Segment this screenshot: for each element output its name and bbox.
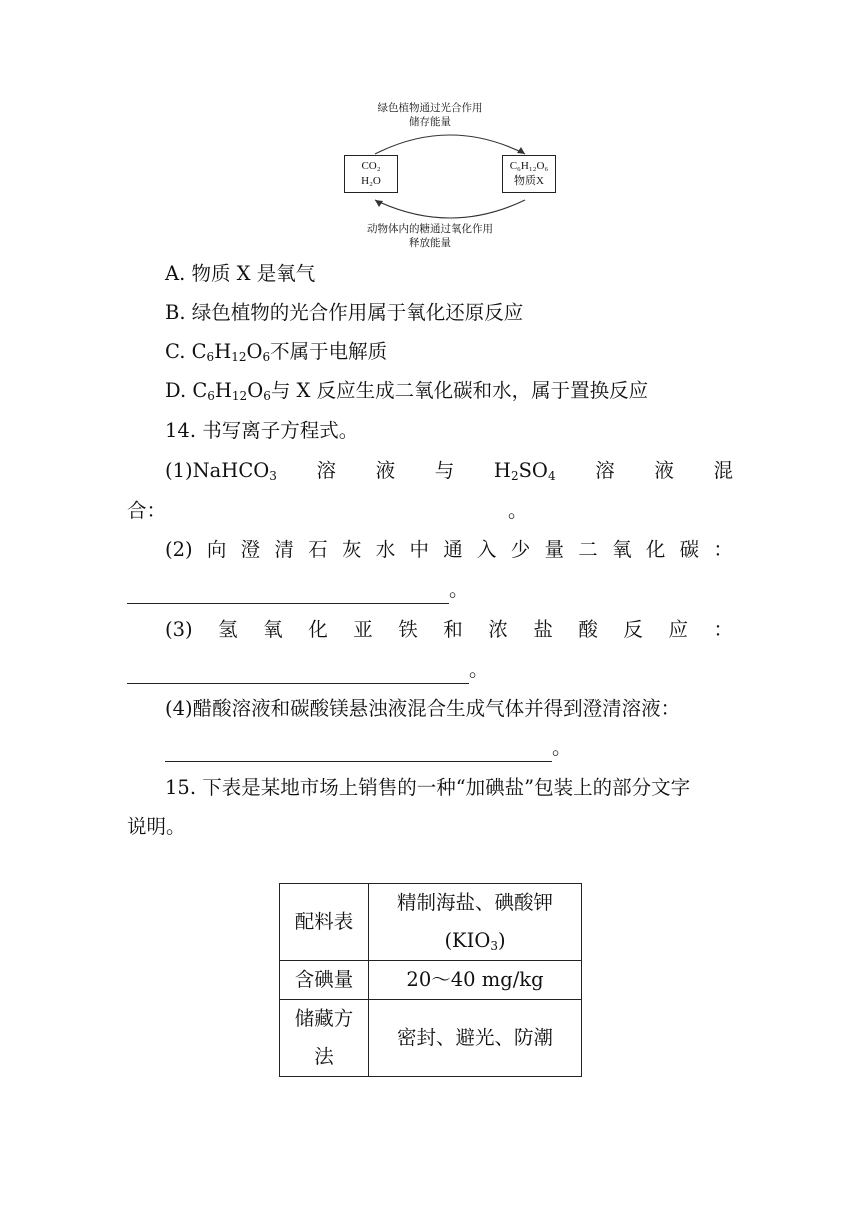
q14-part1 bbox=[165, 457, 733, 485]
q14-p3-char: 反 bbox=[623, 618, 643, 641]
q14-p2-char: 石 bbox=[308, 538, 328, 561]
q14-p3-char: 亚 bbox=[353, 618, 373, 641]
q14-p2-char: 澄 bbox=[240, 538, 261, 561]
q14-p2-char: ： bbox=[713, 538, 733, 561]
sub: 2 bbox=[510, 469, 519, 483]
table-cell-value bbox=[369, 884, 582, 961]
q14-part1-cont: 合： bbox=[127, 499, 167, 522]
sub: 6 bbox=[206, 350, 215, 364]
box-substance-x: 物质X bbox=[514, 175, 544, 187]
option-d-text: 与 X 反应生成二氧化碳和水，属于置换反应 bbox=[270, 379, 649, 402]
diagram-bottom-label bbox=[330, 222, 530, 250]
q14-p2-char: (2) bbox=[165, 538, 193, 561]
q14-p2-char: 碳 bbox=[679, 538, 700, 561]
sub: 12 bbox=[231, 389, 248, 403]
q14-p1-char: 液 bbox=[654, 459, 674, 482]
diagram-top-label-line2: 储存能量 bbox=[409, 116, 451, 128]
q14-part2-answer bbox=[127, 576, 469, 604]
q14-p1-char: 液 bbox=[375, 459, 396, 482]
q14-p3-char: 铁 bbox=[398, 618, 418, 641]
ingredient-line1: 精制海盐、碘酸钾 bbox=[396, 891, 553, 914]
iodized-salt-table bbox=[279, 883, 582, 1077]
table-row bbox=[280, 1000, 582, 1077]
sub: 3 bbox=[490, 939, 498, 953]
q14-part1-end: 。 bbox=[508, 499, 528, 522]
q14-part3 bbox=[165, 616, 733, 644]
q14-part4-answer bbox=[165, 734, 572, 762]
q14-p3-char: 氧 bbox=[263, 618, 283, 641]
q14-p2-char: 少 bbox=[510, 538, 531, 561]
q14-part2-end: 。 bbox=[449, 578, 469, 601]
box-glucose: C₆H₁₂O₆ bbox=[509, 160, 549, 172]
q14-p3-char: 和 bbox=[443, 618, 463, 641]
table-cell-label bbox=[280, 884, 369, 961]
q14-p1-nahco3 bbox=[165, 457, 277, 485]
box-h2o: H₂O bbox=[361, 175, 381, 187]
table-row bbox=[280, 961, 582, 1000]
q14-p1-char: 与 bbox=[434, 459, 455, 482]
q14-p2-char: 灰 bbox=[341, 538, 362, 561]
text: 含碘量 bbox=[294, 968, 354, 991]
q14-p2-char: 氧 bbox=[612, 538, 632, 561]
text: 密封、避光、防潮 bbox=[396, 1026, 553, 1049]
option-a: A. 物质 X 是氧气 bbox=[165, 262, 316, 285]
text: 配料表 bbox=[294, 910, 354, 933]
q14-p1-char: 溶 bbox=[316, 459, 337, 482]
q14-part2 bbox=[165, 536, 733, 564]
q14-p1-h2so4 bbox=[494, 457, 556, 485]
q14-p3-char: 盐 bbox=[533, 618, 553, 641]
ingredient-line2 bbox=[375, 922, 575, 960]
q14-part3-answer bbox=[127, 656, 489, 684]
q14-p3-char: 酸 bbox=[578, 618, 598, 641]
q14-p3-char: 化 bbox=[308, 618, 328, 641]
q14-p3-char: ： bbox=[713, 618, 733, 641]
sub: 12 bbox=[231, 350, 247, 364]
diagram-top-label-line1: 绿色植物通过光合作用 bbox=[377, 102, 483, 114]
q14-p3-char: (3) bbox=[165, 618, 193, 641]
text: ) bbox=[497, 929, 506, 952]
q14-p3-char: 浓 bbox=[488, 618, 508, 641]
q14-p1-char: 溶 bbox=[595, 459, 615, 482]
q14-part4: (4)醋酸溶液和碳酸镁悬浊液混合生成气体并得到澄清溶液： bbox=[165, 697, 681, 720]
option-d-prefix: D. C bbox=[165, 379, 208, 402]
q14-part4-end: 。 bbox=[552, 736, 572, 759]
table-cell-label bbox=[280, 961, 369, 1000]
q15-line2: 说明。 bbox=[127, 815, 186, 838]
storage-label-line1: 储藏方 bbox=[294, 1007, 354, 1030]
sub: 3 bbox=[269, 469, 277, 483]
storage-label-line2: 法 bbox=[314, 1045, 334, 1068]
text: SO bbox=[518, 459, 548, 482]
q14-p3-char: 氢 bbox=[218, 618, 238, 641]
q14-p2-char: 化 bbox=[645, 538, 666, 561]
q14-p2-char: 入 bbox=[477, 538, 497, 561]
answer-blank-2[interactable] bbox=[127, 583, 449, 604]
answer-blank-3[interactable] bbox=[127, 663, 469, 684]
option-b: B. 绿色植物的光合作用属于氧化还原反应 bbox=[165, 301, 524, 324]
text: (KIO bbox=[444, 929, 491, 952]
q14-p2-char: 量 bbox=[544, 538, 565, 561]
answer-blank-4[interactable] bbox=[165, 741, 552, 762]
text: 20～40 mg/kg bbox=[406, 968, 544, 991]
q14-part3-end: 。 bbox=[469, 658, 489, 681]
q14-p2-char: 向 bbox=[206, 538, 227, 561]
q14-p2-char: 清 bbox=[274, 538, 294, 561]
q14-p1-char: 混 bbox=[713, 459, 733, 482]
table-cell-value bbox=[369, 961, 582, 1000]
q14-p3-char: 应 bbox=[668, 618, 688, 641]
diagram-bottom-label-line1: 动物体内的糖通过氧化作用 bbox=[367, 223, 493, 235]
sub: 6 bbox=[207, 389, 215, 403]
table-cell-value bbox=[369, 1000, 582, 1077]
text: (1)NaHCO bbox=[165, 459, 270, 482]
box-co2: CO₂ bbox=[361, 160, 381, 172]
q14-p2-char: 二 bbox=[578, 538, 598, 561]
q14-title: 14. 书写离子方程式。 bbox=[165, 419, 359, 442]
option-c: C. $C_6H_{12}O_6$不属于电解质 bbox=[165, 340, 388, 364]
diagram-box-reactants bbox=[344, 155, 398, 193]
q14-p2-char: 水 bbox=[375, 538, 396, 561]
sub: 6 bbox=[263, 389, 271, 403]
option-c-prefix: C. C bbox=[165, 340, 207, 363]
option-c-text: 不属于电解质 bbox=[270, 340, 388, 363]
diagram-bottom-label-line2: 释放能量 bbox=[409, 237, 451, 249]
sub: 4 bbox=[547, 469, 556, 483]
option-d: D. $C_6H_{12}O_6$与 X 反应生成二氧化碳和水，属于置换反应 bbox=[165, 379, 649, 403]
q14-p2-char: 中 bbox=[409, 538, 429, 561]
table-row bbox=[280, 884, 582, 961]
q14-p2-char: 通 bbox=[443, 538, 463, 561]
text: H bbox=[493, 459, 511, 482]
table-cell-label bbox=[280, 1000, 369, 1077]
sub: 6 bbox=[262, 350, 271, 364]
diagram-box-products bbox=[502, 155, 556, 193]
q15-line1: 15. 下表是某地市场上销售的一种“加碘盐”包装上的部分文字 bbox=[165, 776, 691, 799]
